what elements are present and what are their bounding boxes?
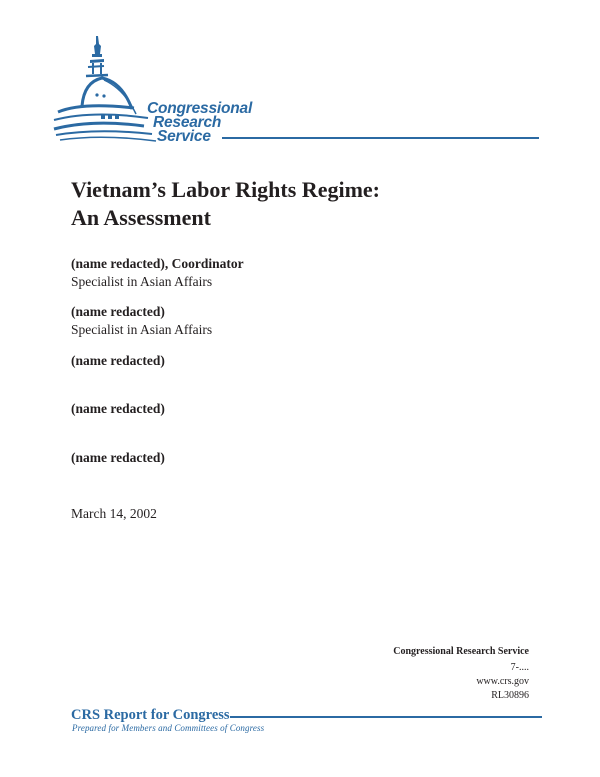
report-date: March 14, 2002 xyxy=(71,506,157,521)
logo-line-2: Research xyxy=(153,114,222,131)
author-block xyxy=(71,255,244,291)
author-name: (name redacted) xyxy=(71,304,165,319)
footer-subtitle: Prepared for Members and Committees of Congress xyxy=(72,723,265,733)
footer-title: CRS Report for Congress xyxy=(71,707,230,723)
crs-organization: Congressional Research Service xyxy=(393,646,529,657)
author-name: (name redacted) xyxy=(71,401,165,416)
author-block xyxy=(71,303,212,339)
author-role: Specialist in Asian Affairs xyxy=(71,322,213,337)
title-line-2: An Assessment xyxy=(71,205,211,230)
author-name: (name redacted) xyxy=(71,450,165,465)
logo-line-3: Service xyxy=(157,128,211,145)
logo-line-1: Congressional xyxy=(147,100,253,117)
author-name: (name redacted), Coordinator xyxy=(71,256,244,271)
report-title xyxy=(71,176,380,232)
footer-rule xyxy=(230,716,542,718)
author-block xyxy=(71,449,165,467)
author-block xyxy=(71,400,165,418)
header-rule xyxy=(222,137,539,139)
title-line-1: Vietnam’s Labor Rights Regime: xyxy=(71,177,380,202)
report-number: RL30896 xyxy=(491,690,529,701)
author-name: (name redacted) xyxy=(71,353,165,368)
crs-website-link[interactable]: www.crs.gov xyxy=(476,676,529,687)
capitol-dome-icon xyxy=(52,34,162,146)
author-block xyxy=(71,352,165,370)
author-role: Specialist in Asian Affairs xyxy=(71,274,213,289)
crs-phone: 7-.... xyxy=(510,662,529,673)
crs-contact-info xyxy=(393,645,529,703)
